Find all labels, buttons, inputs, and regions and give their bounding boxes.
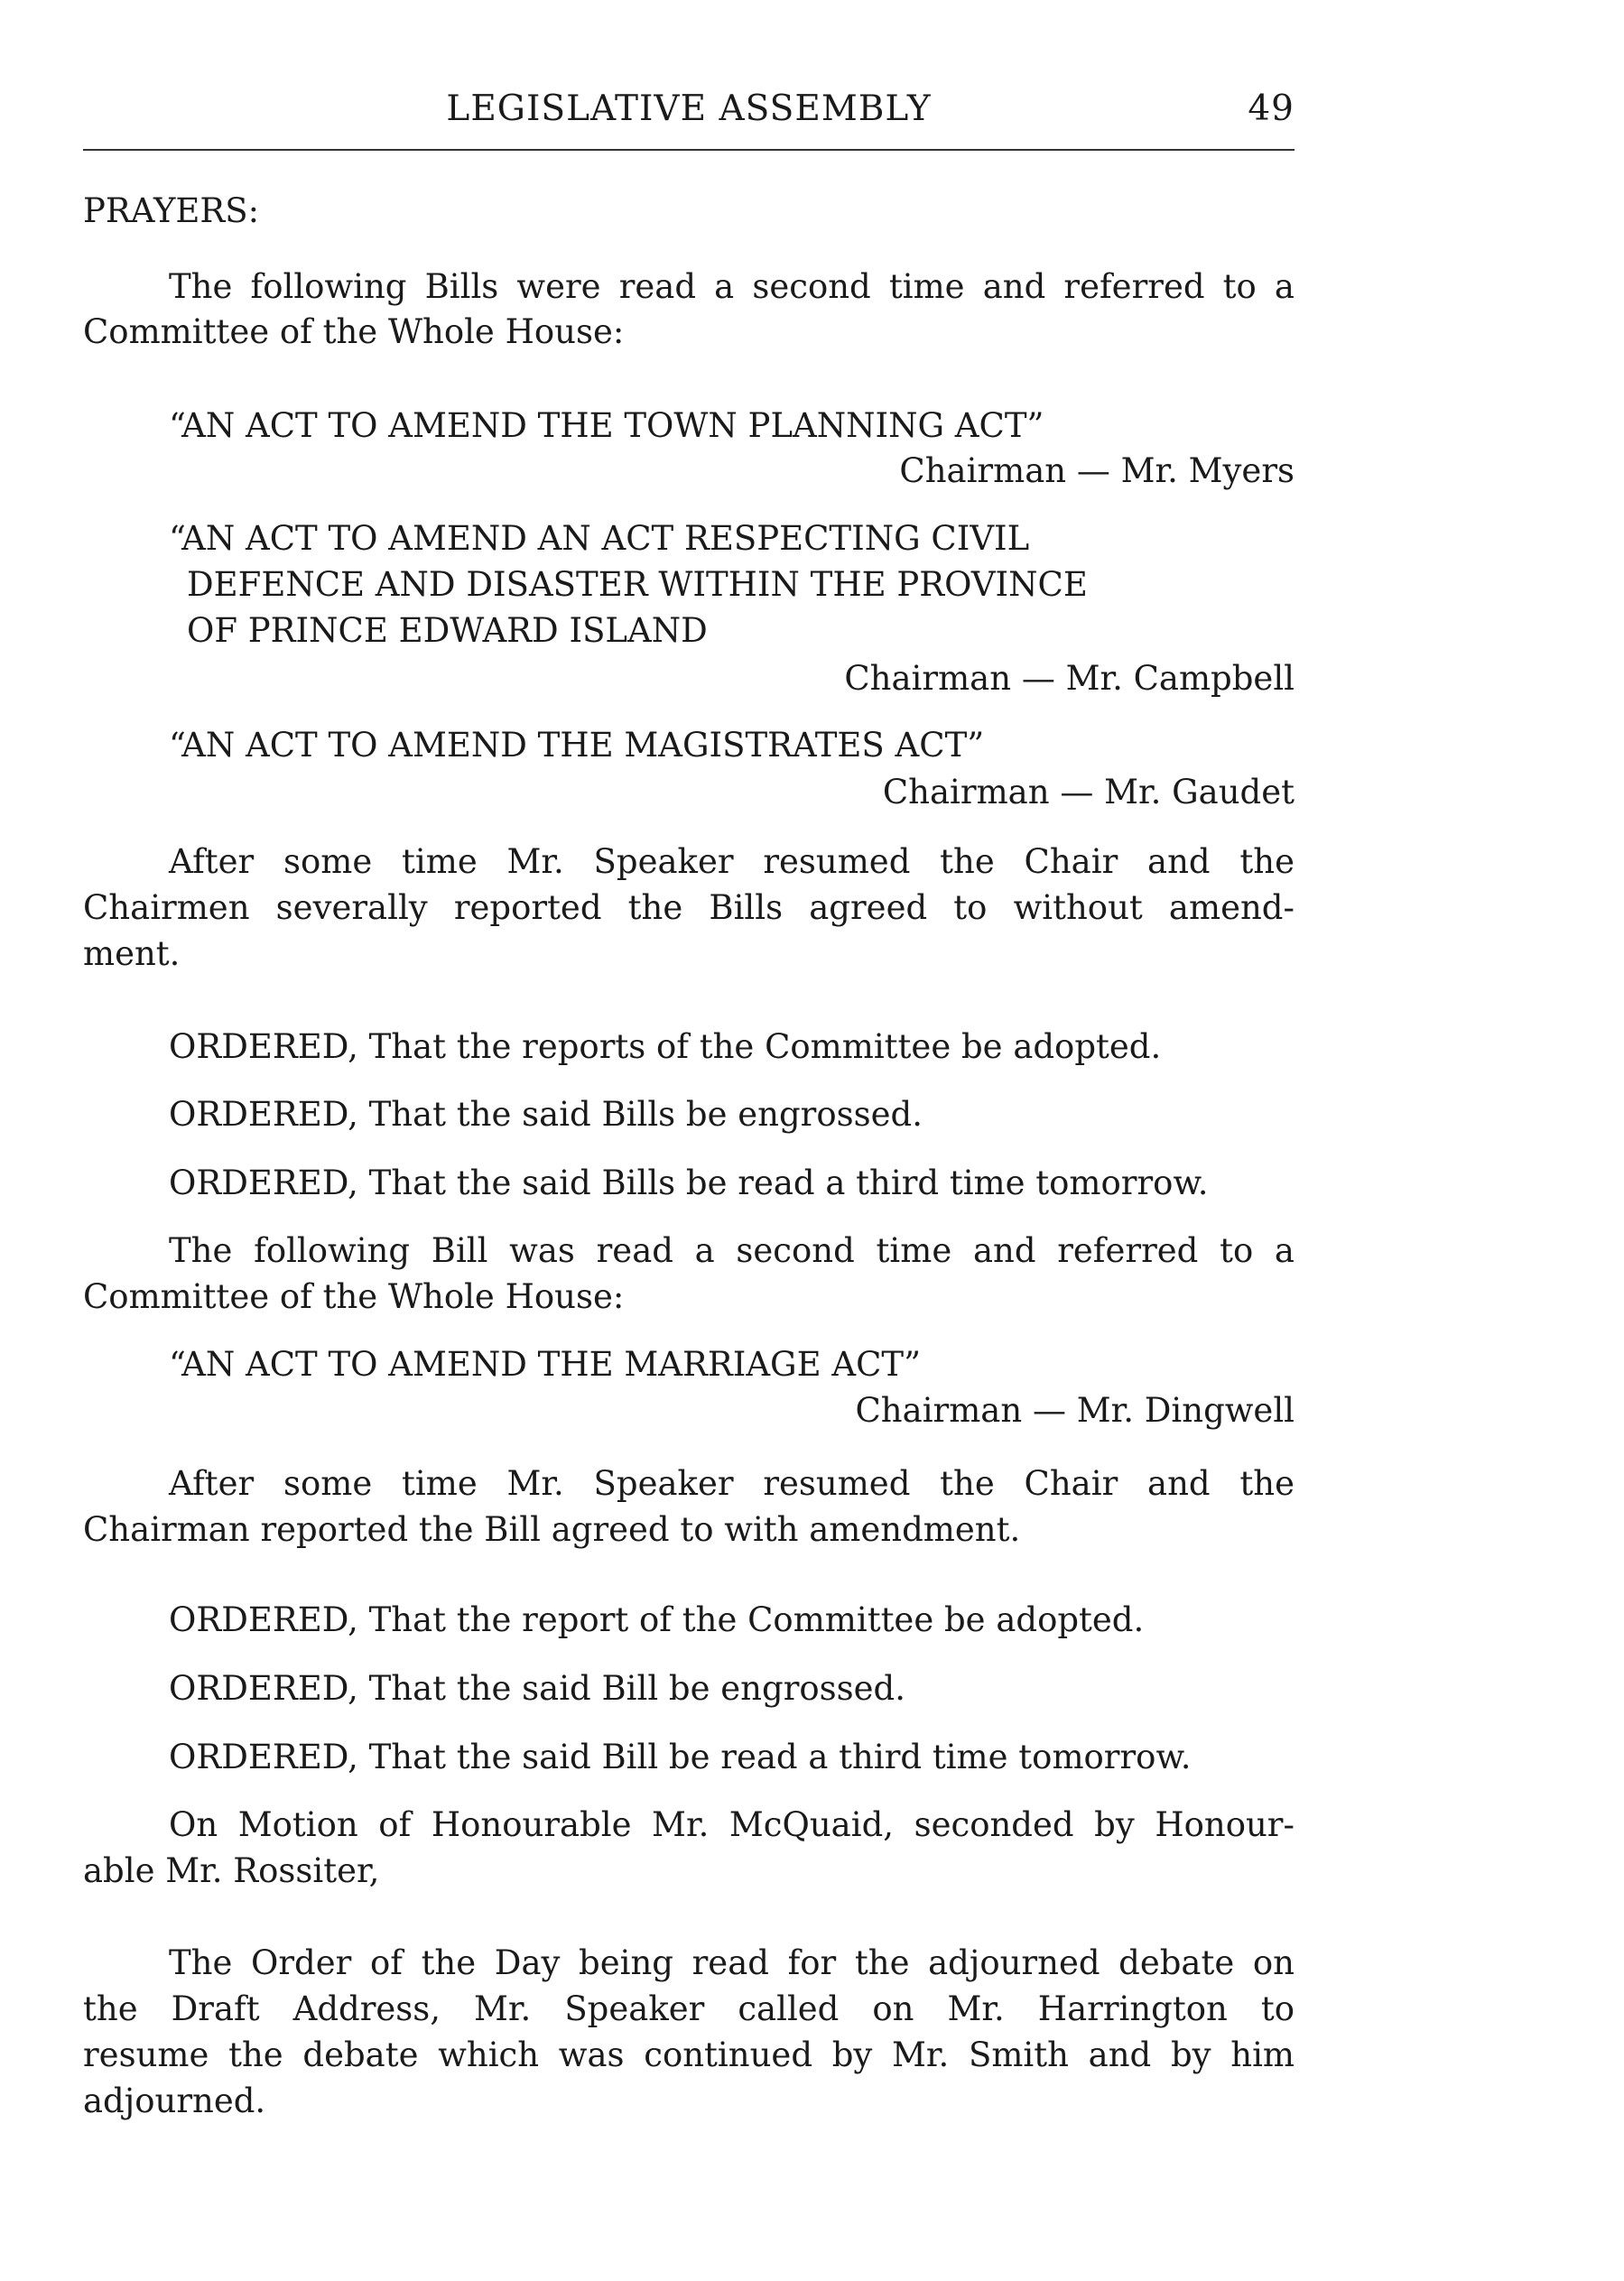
bill1-title: “AN ACT TO AMEND THE TOWN PLANNING ACT”	[169, 406, 1044, 445]
motion-line2: able Mr. Rossiter,	[83, 1851, 380, 1890]
bill1-chairman: Chairman — Mr. Myers	[899, 451, 1295, 490]
bill4-title: “AN ACT TO AMEND THE MARRIAGE ACT”	[169, 1345, 921, 1384]
report2-line1: After some time Mr. Speaker resumed the Chair and the	[169, 1464, 1295, 1503]
header-rule	[83, 149, 1295, 151]
intro2-line1: The following Bill was read a second time and referred to a	[169, 1231, 1295, 1270]
order-of-day-line3: resume the debate which was continued by Mr. Smith and by him	[83, 2035, 1295, 2074]
report1-line1: After some time Mr. Speaker resumed the Chair and the	[169, 842, 1295, 881]
order-of-day-line2: the Draft Address, Mr. Speaker called on Mr. Harrington to	[83, 1989, 1295, 2028]
intro2-line2: Committee of the Whole House:	[83, 1277, 625, 1316]
ordered1-item-1: ORDERED, That the reports of the Committee be adopted.	[169, 1027, 1162, 1066]
motion-line1: On Motion of Honourable Mr. McQuaid, seconded by Honour-	[169, 1805, 1295, 1844]
ordered1-item-2: ORDERED, That the said Bills be engrossed.	[169, 1095, 923, 1134]
prayers-heading: PRAYERS:	[83, 191, 260, 230]
page-number: 49	[1248, 88, 1295, 129]
bill2-chairman: Chairman — Mr. Campbell	[844, 659, 1295, 698]
order-of-day-line1: The Order of the Day being read for the adjourned debate on	[169, 1943, 1295, 1982]
ordered2-item-2: ORDERED, That the said Bill be engrossed.	[169, 1669, 905, 1708]
report1-line3: ment.	[83, 934, 181, 973]
ordered1-item-3: ORDERED, That the said Bills be read a third time tomorrow.	[169, 1164, 1209, 1202]
bill2-line1: “AN ACT TO AMEND AN ACT RESPECTING CIVIL	[169, 519, 1030, 558]
intro1-line2: Committee of the Whole House:	[83, 312, 625, 351]
bill2-line3: OF PRINCE EDWARD ISLAND	[187, 611, 708, 650]
bill3-chairman: Chairman — Mr. Gaudet	[882, 773, 1295, 811]
order-of-day-line4: adjourned.	[83, 2082, 266, 2120]
bill4-chairman: Chairman — Mr. Dingwell	[855, 1391, 1295, 1430]
ordered2-item-3: ORDERED, That the said Bill be read a third time tomorrow.	[169, 1738, 1192, 1776]
bill2-line2: DEFENCE AND DISASTER WITHIN THE PROVINCE	[187, 565, 1088, 604]
running-head	[83, 88, 1295, 139]
report2-line2: Chairman reported the Bill agreed to with amendment.	[83, 1510, 1021, 1549]
running-head-title: LEGISLATIVE ASSEMBLY	[446, 88, 932, 129]
ordered2-item-1: ORDERED, That the report of the Committee be adopted.	[169, 1600, 1145, 1639]
bill3-title: “AN ACT TO AMEND THE MAGISTRATES ACT”	[169, 726, 985, 765]
intro1-line1: The following Bills were read a second time and referred to a	[169, 267, 1295, 306]
report1-line2: Chairmen severally reported the Bills agreed to without amend-	[83, 888, 1295, 927]
